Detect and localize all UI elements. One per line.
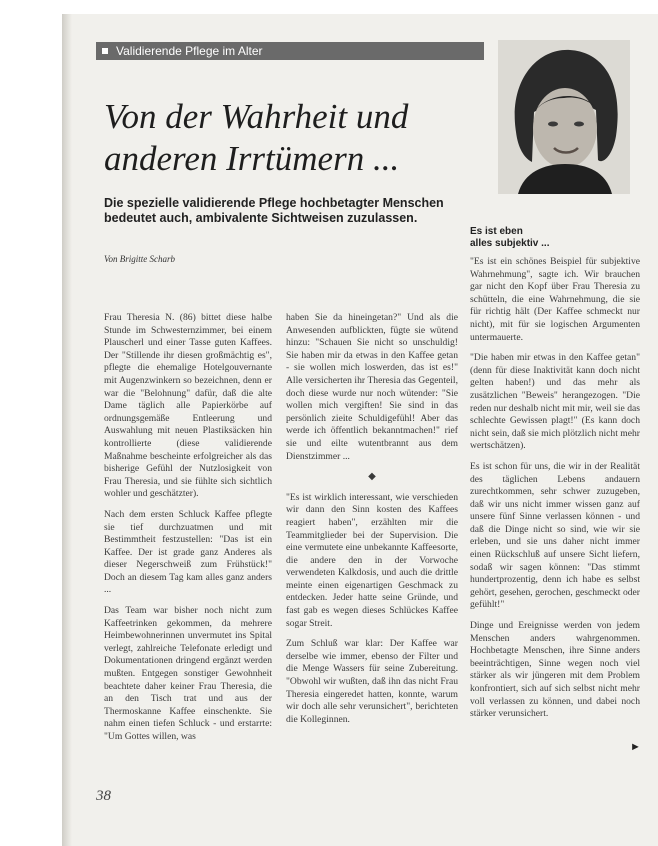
text-column-1: [104, 312, 272, 752]
page-number: 38: [96, 788, 111, 804]
article-title: [104, 96, 484, 180]
author-portrait: [498, 40, 630, 194]
byline: Von Brigitte Scharb: [104, 254, 175, 264]
continue-arrow-icon: ►: [630, 741, 641, 753]
paragraph: "Es ist ein schönes Beispiel für subjektive Wahrnehmung", sagte ich. Wir brauchen gar nicht den Kopf über Frau Theresia zu schütteln, die eine Wahrnehmung, die sie für richtig hält (Der Kaffee schmeckt nur nicht), mit für sie logischen Argumenten untermauerte.: [470, 256, 640, 343]
paragraph: "Die haben mir etwas in den Kaffee getan" (denn für diese Inaktivität kann doch nicht gelten haben!) und das mehr als zusätzlichen "Beweis" herangezogen. "Die reden nur deshalb nicht mit mir, weil sie das schlechte Gewissen plagt!" (Es kann doch nicht sein, daß sie mich plötzlich nicht mehr wertschätzen).: [470, 352, 640, 452]
subheading-line-1: Es ist eben: [470, 226, 523, 237]
portrait-image: [498, 40, 630, 194]
title-line-2: anderen Irrtümern ...: [104, 139, 400, 178]
square-bullet-icon: [102, 48, 108, 54]
subheading-line-2: alles subjektiv ...: [470, 238, 550, 249]
paragraph: Nach dem ersten Schluck Kaffee pflegte sie tief durchzuatmen und mit Bestimmtheit festzustellen: "Das ist ein Kaffee. Der ist grade ganz Anderes als dieser Negerschweiß zum Frühstück!" Doch an diesem Tag kam alles ganz anders ...: [104, 508, 272, 596]
article-lead: Die spezielle validierende Pflege hochbetagter Menschen bedeutet auch, ambivalente Sichtweisen zuzulassen.: [104, 196, 444, 225]
paragraph: "Es ist wirklich interessant, wie verschieden wir dann den Sinn kosten des Kaffees reagiert haben", erzählten mir die Teammitglieder bei der Supervision. Die eine vermutete eine unbekannte Kaffeesorte, die andere den in der Vorwoche verwendeten Kalkdosis, und auch die drittle meinte einen eigenartigen Geschmack zu entdecken. Jeder hatte seine Gründe, und fast gab es wegen dieses Schlückes Kaffee sogar Streit.: [286, 491, 458, 629]
paragraph: Es ist schon für uns, die wir in der Realität des täglichen Lebens andauern zurechtkommen, sehr schwer zuzugeben, daß wir uns nicht immer wissen ganz auf unsere fünf Sinne verlassen können - und daß die Dinge nicht so sind, wie wir sie erleben, und sie uns daher nicht immer einen Rückschluß auf unsere Sicht liefern, sodaß wir sagen können: "Das stimmt hundertprozentig, denn ich habe es selbst gehört, gesehen, gerochen, geschmeckt oder gefühlt!": [470, 460, 640, 611]
section-header: [96, 42, 484, 60]
binding-shadow: [62, 14, 72, 846]
text-column-3: [470, 226, 640, 729]
paragraph: Das Team war bisher noch nicht zum Kaffeetrinken gekommen, da mehrere Heimbewohnerinnen unvermutet ins Spital verlegt, zahlreiche Telefonate erledigt und Dokumentationen dringend ergänzt werden mußten. Entgegen sonstiger Gewohnheit beachtete daher keiner Frau Theresia, die an den Tisch trat und aus der Thermoskanne Kaffee einschenkte. Sie nahm einen tiefen Schluck - und erstarrte: "Um Gottes willen, was: [104, 605, 272, 742]
section-label: Validierende Pflege im Alter: [116, 44, 263, 58]
paragraph: Frau Theresia N. (86) bittet diese halbe Stunde im Schwesternzimmer, bei einem Plauscherl und einer Tasse guten Kaffees. Der "Stillende ihr diesen großmächtig es", pflegte die ehemalige Hotelgouvernante mit Augenzwinkern so bezeichnen, denn er war die "Belohnung" dafür, daß die alte Dame täglich alle Papierkörbe auf ordnungsgemäße Entleerung und Auswahlung mit neuen Plastiksäcken hin kontrollierte (diese validierende Maßnahme bescheinte erfolgreicher als das bisherige Gefühl der Nutzlosigkeit von Frau Theresia, und sie fühlte sich sichtlich wohler und geschätzter).: [104, 312, 272, 500]
column-subheading: [470, 226, 640, 250]
paragraph: Zum Schluß war klar: Der Kaffee war derselbe wie immer, ebenso der Filter und die Menge Wassers für seine Zubereitung. "Obwohl wir wußten, daß ihn das nicht Frau Theresia eingeredet hatten, konnte, warum wir doch alle sehr verunsichert", berichteten die Kolleginnen.: [286, 638, 458, 725]
diamond-separator-icon: ◆: [368, 471, 376, 483]
title-line-1: Von der Wahrheit und: [104, 97, 409, 136]
paragraph: Dinge und Ereignisse werden von jedem Menschen anders wahrgenommen. Hochbetagte Menschen, ihre Sinne anders beeinträchtigen, Sinne wegen noch viel stärker als wir jüngeren mit dem Problem konfrontiert, sich auf sich selbst nicht mehr voll verlassen zu können, und dabei noch stärker verunsichert.: [470, 620, 640, 720]
text-column-2: [286, 312, 458, 734]
paragraph: haben Sie da hineingetan?" Und als die Anwesenden aufblickten, fügte sie wütend hinzu: "Schauen Sie nicht so unschuldig! Sie haben mir da etwas in den Kaffee getan - sie wollen mich loswerden, das ist es!" Alle versicherten ihr Theresia das Gegenteil, doch diese wurde nur noch wütender: "Sie wollen mich vergiften! Sie sind in das persönlich zieite Schuldigefühl! Aber das werde ich öffentlich bekanntmachen!" rief sie und eilte wutentbrannt aus dem Dienstzimmer ...: [286, 312, 458, 462]
